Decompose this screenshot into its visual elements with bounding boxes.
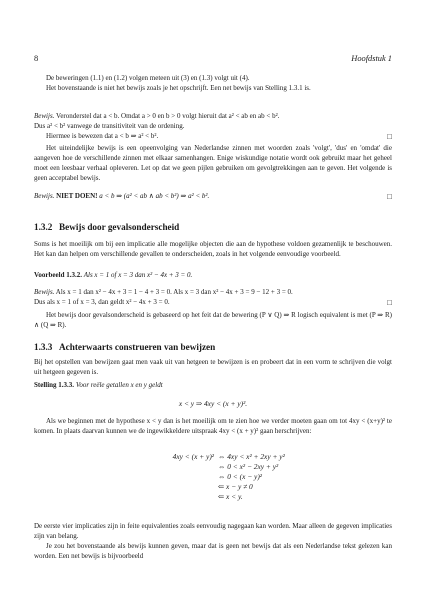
paragraph-neat-proof: Je zou het bovenstaande als bewijs kunnen geven, maar dat is geen net bewijs dat als een Nederlandse tekst gelezen kan worden. Een net bewijs is bijvoorbeeld: [34, 542, 392, 560]
section-title: Achterwaarts construeren van bewijzen: [59, 342, 216, 352]
bad-proof-formula: a < b ⇒ (a² < ab ∧ ab < b²) ⇒ a² < b².: [99, 192, 210, 200]
qed-symbol: □: [387, 298, 392, 307]
paragraph-not-the-proof: Het bovenstaande is niet het bewijs zoals je het opschrijft. Een net bewijs van Stelling 1.3.1 is.: [46, 84, 311, 92]
section-number: 1.3.2: [34, 222, 53, 232]
chapter-title: Hoofdstuk 1: [351, 54, 392, 63]
theorem-1.3.3: [34, 381, 392, 391]
page-number: 8: [34, 54, 39, 63]
equation-chain: [152, 452, 332, 502]
example-label: Voorbeeld 1.3.2.: [34, 271, 82, 279]
theorem-statement: Voor reële getallen x en y geldt: [75, 381, 163, 389]
proof-line: Veronderstel dat a < b. Omdat a > 0 en b > 0 volgt hieruit dat a² < ab en ab < b².: [56, 112, 280, 120]
running-header: [34, 54, 392, 66]
qed-symbol: □: [387, 192, 392, 201]
proof-line: Dus als x = 1 of x = 3, dan geldt x² − 4x + 3 = 0.: [34, 297, 170, 306]
example-1.3.2: [34, 271, 392, 281]
equation-row: ⇔ 0 < x² − 2xy + y²: [218, 462, 279, 472]
proof-line: Dus a² < b² vanwege de transitiviteit van de ordening.: [34, 121, 185, 130]
paragraph-proof-style: Het uiteindelijke bewijs is een opeenvolging van Nederlandse zinnen met woorden zoals 'volgt', 'dus' en 'omdat' die aangeven hoe de verschillende zinnen met elkaar samenhangen. Enige wiskundige notatie wordt ook gebruikt maar het geheel moet een leesbaar verhaal opleveren. Let op dat we geen pijlen gebruiken om gevolgtrekkingen aan te geven. Het volgende is geen acceptabel bewijs.: [34, 144, 392, 182]
proof-block-3: [34, 288, 392, 308]
example-statement: Als x = 1 of x = 3 dan x² − 4x + 3 = 0.: [83, 271, 193, 279]
paragraph-case-intro: Soms is het moeilijk om bij een implicatie alle mogelijke objecten die aan de hypothese voldoen gezamenlijk te beschouwen. Het kan dan helpen om verschillende gevallen te onderscheiden, zoals in het volgende eenvoudige voorbeeld.: [34, 240, 392, 258]
qed-symbol: □: [387, 132, 392, 141]
equation-row: ⇔ 0 < (x − y)²: [218, 472, 262, 482]
theorem-formula: x < y ⇒ 4xy < (x + y)².: [178, 399, 248, 408]
equation-row: ⇐ x < y.: [218, 492, 243, 502]
equation-row: 4xy < (x + y)² ⇔ 4xy < x² + 2xy + y²: [172, 452, 285, 461]
proof-block-2: [34, 192, 392, 202]
proof-label: Bewijs.: [34, 192, 55, 200]
paragraph-rewrite: Als we beginnen met de hypothese x < y dan is het moeilijk om te zien hoe we verder moeten gaan om tot 4xy < (x+y)² te komen. In plaats daarvan kunnen we de ingewikkeldere uitspraak 4xy < (x + y)² gaan herschrijven:: [34, 417, 392, 435]
paragraph-case-logic: Het bewijs door gevalsonderscheid is gebaseerd op het feit dat de bewering (P ∨ Q) ⇒ R logisch equivalent is met (P ⇒ R) ∧ (Q ⇒ R).: [34, 311, 392, 329]
warning-text: NIET DOEN!: [56, 192, 98, 200]
section-heading-1.3.3: [34, 342, 392, 353]
section-title: Bewijs door gevalsonderscheid: [59, 222, 180, 232]
proof-label: Bewijs.: [34, 112, 55, 120]
section-number: 1.3.3: [34, 342, 53, 352]
proof-line: Als x = 1 dan x² − 4x + 3 = 1 − 4 + 3 = 0. Als x = 3 dan x² − 4x + 3 = 9 − 12 + 3 = 0.: [55, 288, 293, 296]
proof-block-1: [34, 112, 392, 142]
equation-row: ⇐ x − y ≠ 0: [218, 482, 253, 492]
proof-label: Bewijs.: [34, 288, 55, 296]
paragraph-consequences: De beweringen (1.1) en (1.2) volgen meteen uit (3) en (1.3) volgt uit (4).: [46, 74, 250, 82]
section-heading-1.3.2: [34, 222, 392, 233]
paragraph-equivalences: De eerste vier implicaties zijn in feite equivalenties zoals eenvoudig nagegaan kan worden. Maar alleen de gegeven implicaties zijn van belang.: [34, 522, 392, 540]
paragraph-backward-intro: Bij het opstellen van bewijzen gaat men vaak uit van hetgeen te bewijzen is en probeert dat in een vorm te schrijven die volgt uit hetgeen gegeven is.: [34, 358, 392, 376]
proof-conclusion: Hiermee is bewezen dat a < b ⇒ a² < b².: [46, 131, 159, 140]
theorem-label: Stelling 1.3.3.: [34, 381, 75, 389]
